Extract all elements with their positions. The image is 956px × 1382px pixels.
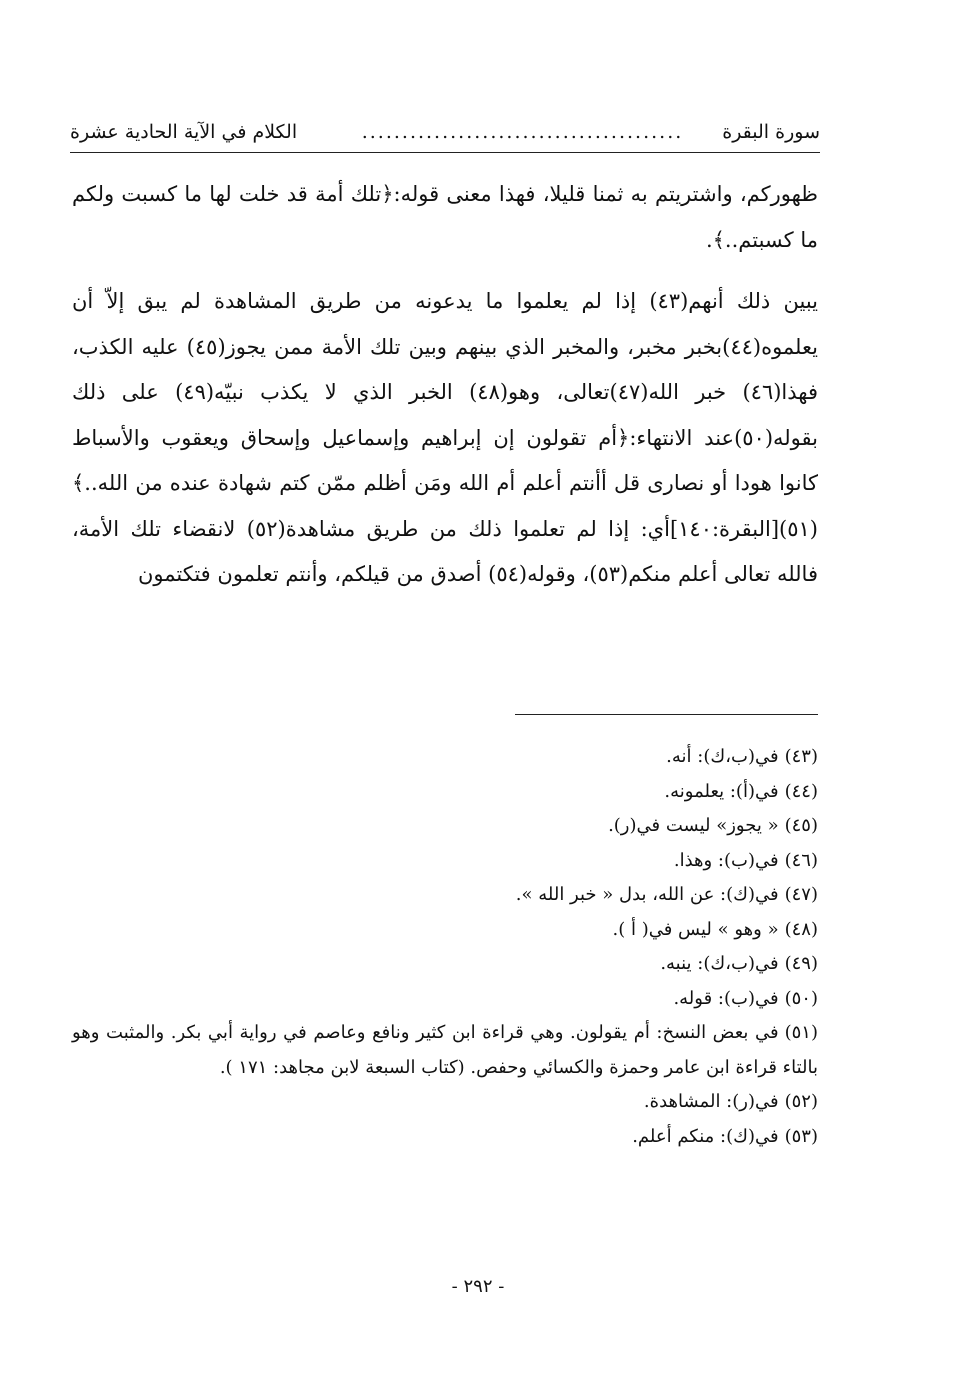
footnote [72, 982, 818, 1017]
footnote [72, 878, 818, 913]
page-number: - ٢٩٢ - [451, 1276, 505, 1297]
paragraph: ظهوركم، واشتريتم به ثمنا قليلا، فهذا معنى قوله:﴿تلك أمة قد خلت لها ما كسبت ولكم ما كسبتم..﴾. [72, 182, 818, 252]
footnote-text: في(ك): منكم أعلم. [632, 1125, 779, 1147]
footnote-text: « وهو » ليس في( أ ). [612, 918, 779, 940]
footnote-number: (٤٩) [784, 953, 818, 974]
footnote [72, 740, 818, 775]
header-surah-name: سورة البقرة [722, 121, 820, 143]
footnote-number: (٤٧) [784, 884, 818, 905]
footnote-number: (٥٢) [784, 1091, 818, 1112]
footnote-text: في(ك): عن الله، بدل « خبر الله ». [515, 884, 779, 905]
footnote-text: في(ر): المشاهدة. [643, 1091, 779, 1112]
footnote-number: (٤٤) [784, 780, 818, 802]
footnote-text: في(ب،ك): ينبه. [660, 953, 779, 974]
footnote-text: في(ب،ك): أنه. [666, 746, 779, 767]
footnote [72, 947, 818, 982]
paragraph: يبين ذلك أنهم(٤٣) إذا لم يعلموا ما يدعونه من طريق المشاهدة لم يبق إلاّ أن يعلموه(٤٤)بخبر مخبر، والمخبر الذي بينهم وبين تلك الأمة ممن يجوز(٤٥) عليه الكذب، فهذا(٤٦) خبر الله(٤٧)تعالى، وهو(٤٨) الخبر الذي لا يكذب نبيّه(٤٩) على ذلك بقوله(٥٠)عند الانتهاء:﴿أم تقولون إن إبراهيم وإسماعيل وإسحاق ويعقوب والأسباط كانوا هودا أو نصارى قل أأنتم أعلم أم الله ومَن أظلم ممّن كتم شهادة عنده من الله..﴾(٥١)[البقرة:١٤٠]أي: إذا لم تعلموا ذلك من طريق مشاهدة(٥٢) لانقضاء تلك الأمة، فالله تعالى أعلم منكم(٥٣)، وقوله(٥٤) أصدق من قيلكم، وأنتم تعلمون فتكتمون [72, 289, 819, 586]
footnote-number: (٥١) [784, 1022, 818, 1043]
main-text [72, 172, 818, 598]
footnote-number: (٤٦) [784, 849, 818, 871]
running-header [70, 112, 820, 153]
footnote-text: في(ب): وهذا. [673, 849, 779, 871]
footnote-text: في بعض النسخ: أم يقولون. وهي قراءة ابن كثير ونافع وعاصم في رواية أبي بكر. والمثبت وهو بالتاء قراءة ابن عامر وحمزة والكسائي وحفص. (كتاب السبعة لابن مجاهد: ١٧١ ). [72, 1022, 818, 1078]
footnote [72, 844, 818, 879]
footnotes [72, 740, 818, 1154]
header-section-title: الكلام في الآية الحادية عشرة [70, 121, 298, 143]
footnote-number: (٥٠) [784, 987, 818, 1009]
footnote-text: في(ب): قوله. [673, 987, 779, 1009]
footnote [72, 1120, 818, 1155]
footnote-text: « يجوز» ليست في(ر). [608, 815, 779, 836]
footnote [72, 1085, 818, 1120]
footnote-number: (٥٣) [784, 1125, 818, 1147]
footnote-number: (٤٥) [784, 815, 818, 836]
footnote-number: (٤٨) [784, 918, 818, 940]
footnote [72, 809, 818, 844]
footnote [72, 775, 818, 810]
footnote [72, 1016, 818, 1085]
footnote-number: (٤٣) [784, 746, 818, 767]
footnote-text: في(أ): يعلمونه. [664, 780, 779, 802]
header-leader-dots: ........................................ [361, 121, 684, 143]
footnote-separator [515, 714, 818, 715]
footnote [72, 913, 818, 948]
